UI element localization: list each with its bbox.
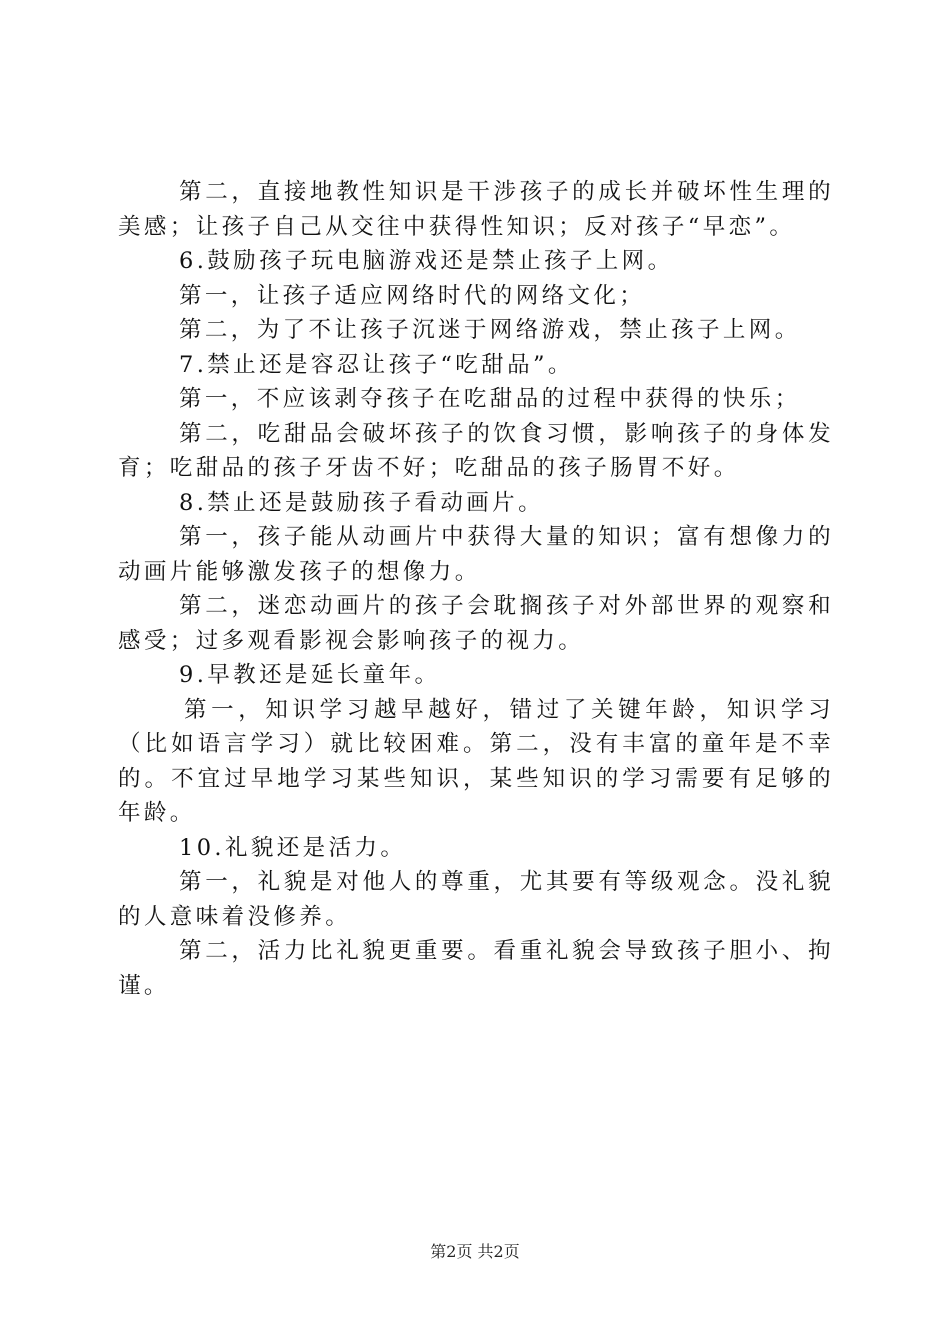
section-heading: 8.禁止还是鼓励孩子看动画片。 <box>179 489 544 516</box>
section-heading: 6.鼓励孩子玩电脑游戏还是禁止孩子上网。 <box>179 248 674 274</box>
paragraph: 第二，直接地教性知识是干涉孩子的成长并破坏性生理的美感；让孩子自己从交往中获得性知识；反对孩子“早恋”。 <box>118 179 834 240</box>
section-heading: 9.早教还是延长童年。 <box>179 662 441 688</box>
paragraph: 第一，让孩子适应网络时代的网络文化； <box>179 282 646 309</box>
paragraph: 第一，知识学习越早越好，错过了关键年龄，知识学习（比如语言学习）就比较困难。第二，没有丰富的童年是不幸的。不宜过早地学习某些知识，某些知识的学习需要有足够的年龄。 <box>118 696 834 826</box>
paragraph: 第二，活力比礼貌更重要。看重礼貌会导致孩子胆小、拘谨。 <box>118 938 834 999</box>
paragraph: 第一，孩子能从动画片中获得大量的知识；富有想像力的动画片能够激发孩子的想像力。 <box>118 524 834 585</box>
paragraph: 第一，不应该剥夺孩子在吃甜品的过程中获得的快乐； <box>179 386 801 412</box>
section-heading: 7.禁止还是容忍让孩子“吃甜品”。 <box>179 351 574 378</box>
page-footer: 第2页 共2页 <box>430 1242 520 1261</box>
section-heading: 10.礼貌还是活力。 <box>179 834 407 861</box>
paragraph: 第一，礼貌是对他人的尊重，尤其要有等级观念。没礼貌的人意味着没修养。 <box>118 869 834 930</box>
paragraph: 第二，吃甜品会破坏孩子的饮食习惯，影响孩子的身体发育；吃甜品的孩子牙齿不好；吃甜品的孩子肠胃不好。 <box>118 420 834 481</box>
paragraph: 第二，迷恋动画片的孩子会耽搁孩子对外部世界的观察和感受；过多观看影视会影响孩子的视力。 <box>118 593 834 654</box>
document-body <box>118 175 834 1003</box>
paragraph: 第二，为了不让孩子沉迷于网络游戏，禁止孩子上网。 <box>179 317 801 343</box>
